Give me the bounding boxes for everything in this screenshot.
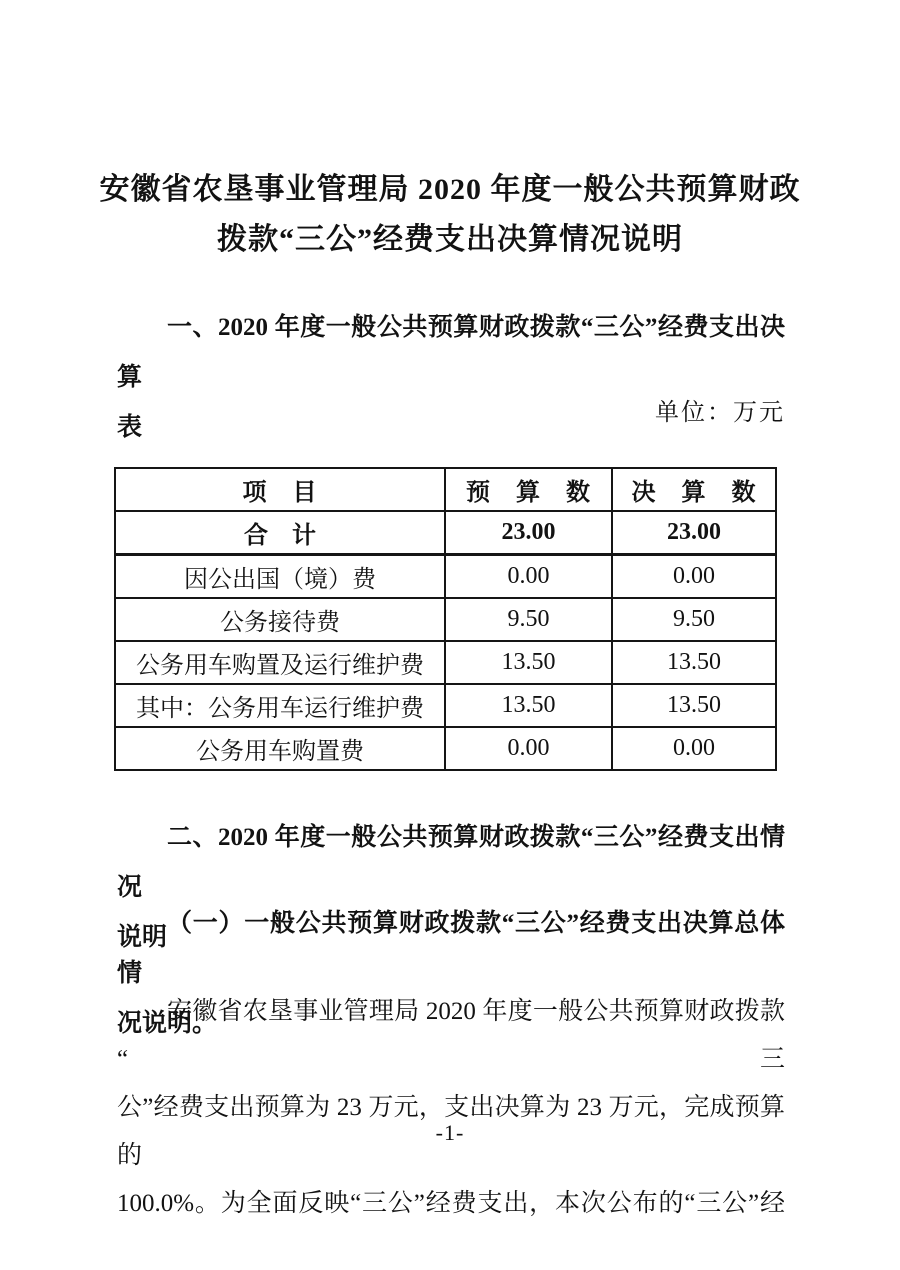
table-cell-final: 23.00 (612, 511, 776, 555)
budget-table-container (114, 467, 777, 771)
table-cell-budget: 0.00 (445, 555, 612, 599)
table-cell-final: 0.00 (612, 555, 776, 599)
document-title-line-1: 安徽省农垦事业管理局 2020 年度一般公共预算财政 (99, 173, 801, 206)
table-cell-budget: 23.00 (445, 511, 612, 555)
body-paragraph-line-3: 100.0%。为全面反映“三公”经费支出，本次公布的“三公”经 (117, 1190, 785, 1217)
table-cell-item: 其中：公务用车运行维护费 (115, 684, 445, 727)
document-title (0, 165, 900, 265)
table-row-vehicle-operation (115, 684, 776, 727)
table-row-vehicle-total (115, 641, 776, 684)
table-row-reception-fee (115, 598, 776, 641)
document-title-line-2: 拨款“三公”经费支出决算情况说明 (217, 223, 683, 256)
body-paragraph-line-1: 安徽省农垦事业管理局 2020 年度一般公共预算财政拨款“三 (117, 998, 785, 1073)
subsection-1-heading-line-2: 况说明。 (117, 1010, 218, 1037)
subsection-1-heading-line-1: （一）一般公共预算财政拨款“三公”经费支出决算总体情 (117, 910, 785, 987)
table-row-vehicle-purchase (115, 727, 776, 770)
section-2-heading-line-2: 说明 (117, 924, 168, 951)
section-1-heading-line-2: 表 (117, 414, 143, 441)
section-1-heading-line-1: 一、2020 年度一般公共预算财政拨款“三公”经费支出决算 (117, 314, 785, 391)
table-row-abroad-fee (115, 555, 776, 599)
table-cell-item: 合 计 (115, 511, 445, 555)
table-cell-item: 公务用车购置及运行维护费 (115, 641, 445, 684)
table-unit-label: 单位：万元 (655, 400, 785, 426)
table-cell-final: 13.50 (612, 684, 776, 727)
section-2-heading-line-1: 二、2020 年度一般公共预算财政拨款“三公”经费支出情况 (117, 824, 785, 901)
table-row-total (115, 511, 776, 555)
page-number: -1- (435, 1120, 465, 1145)
table-header-final: 决 算 数 (612, 468, 776, 511)
table-cell-item: 公务接待费 (115, 598, 445, 641)
table-cell-budget: 13.50 (445, 684, 612, 727)
table-cell-item: 公务用车购置费 (115, 727, 445, 770)
table-cell-budget: 13.50 (445, 641, 612, 684)
table-cell-budget: 9.50 (445, 598, 612, 641)
table-header-budget: 预 算 数 (445, 468, 612, 511)
table-header-row (115, 468, 776, 511)
table-cell-final: 0.00 (612, 727, 776, 770)
table-cell-final: 13.50 (612, 641, 776, 684)
body-paragraph (117, 988, 785, 1228)
budget-table (114, 467, 777, 771)
table-header-item: 项 目 (115, 468, 445, 511)
table-cell-final: 9.50 (612, 598, 776, 641)
table-cell-item: 因公出国（境）费 (115, 555, 445, 599)
body-paragraph-line-2: 公”经费支出预算为 23 万元，支出决算为 23 万元，完成预算的 (117, 1094, 785, 1169)
table-cell-budget: 0.00 (445, 727, 612, 770)
